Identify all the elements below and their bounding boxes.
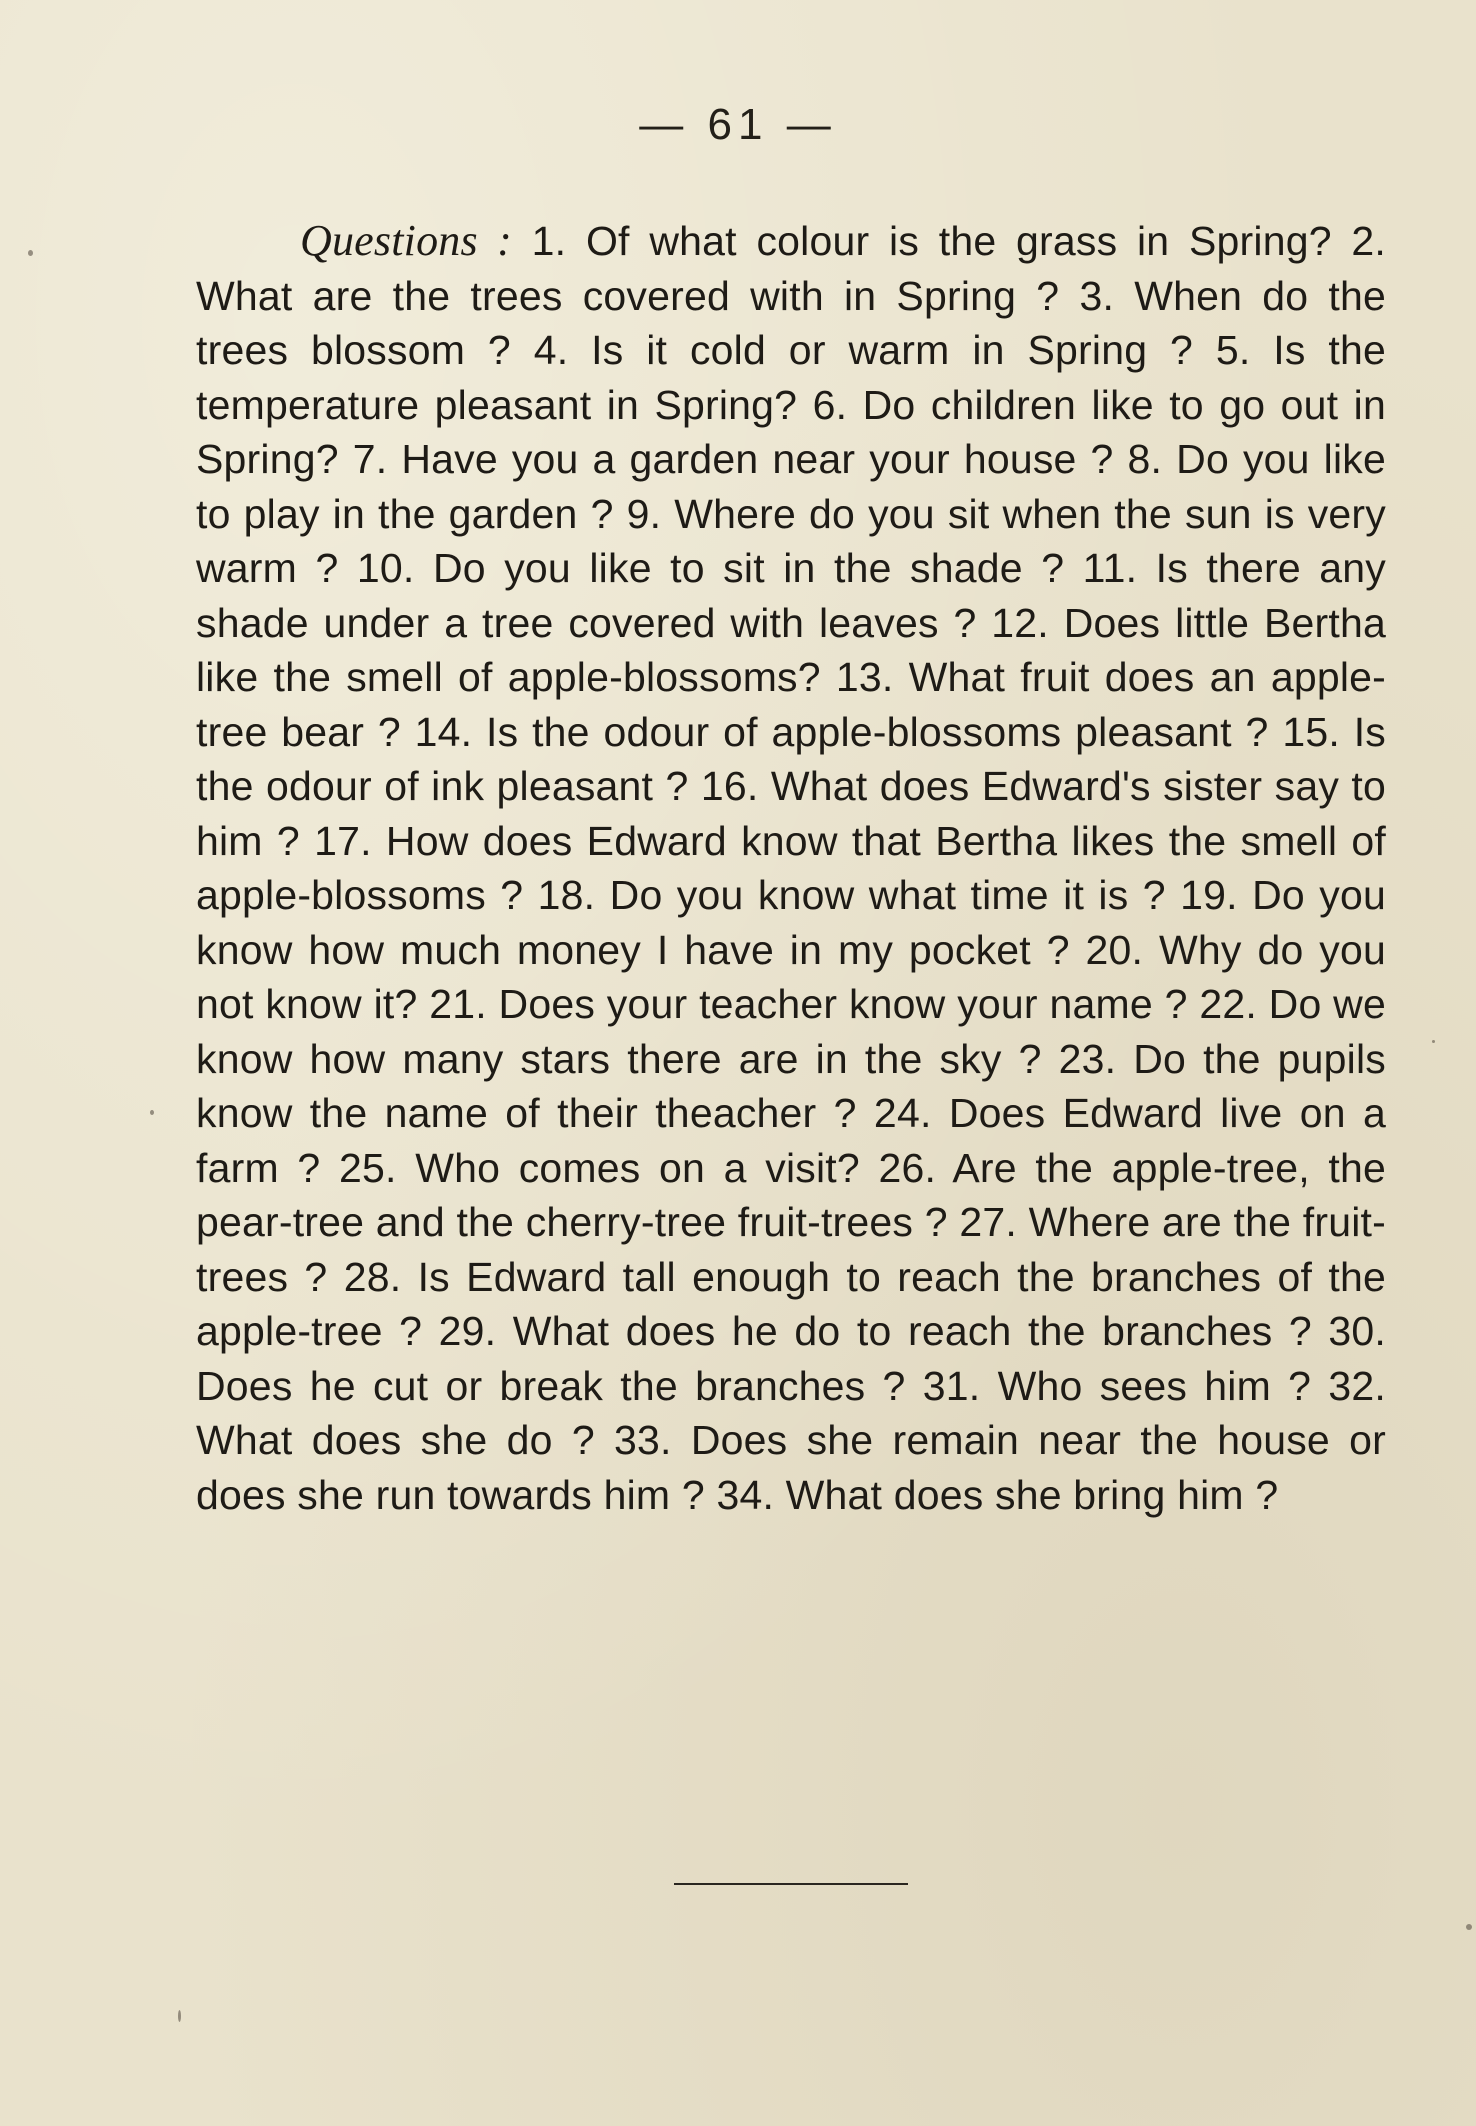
paper-speck bbox=[1432, 1040, 1435, 1043]
paper-speck bbox=[178, 2010, 181, 2022]
questions-heading: Questions : bbox=[300, 216, 512, 265]
questions-text: 1. Of what colour is the grass in Spring? 2. What are the trees covered with in Spring ? 3. When do the trees blossom ? 4. Is it cold or warm in Spring ? 5. Is the temperature pleasant in Spring? 6. Do children like to go out in Spring? 7. Have you a garden near your house ? 8. Do you like to play in the garden ? 9. Where do you sit when the sun is very warm ? 10. Do you like to sit in the shade ? 11. Is there any shade under a tree covered with leaves ? 12. Does little Bertha like the smell of apple-blossoms? 13. What fruit does an apple-tree bear ? 14. Is the odour of apple-blossoms pleasant ? 15. Is the odour of ink pleasant ? 16. What does Edward's sister say to him ? 17. How does Edward know that Bertha likes the smell of apple-blossoms ? 18. Do you know what time it is ? 19. Do you know how much money I have in my pocket ? 20. Why do you not know it? 21. Does your teacher know your name ? 22. Do we know how many stars there are in the sky ? 23. Do the pupils know the name of their theacher ? 24. Does Edward live on a farm ? 25. Who comes on a visit? 26. Are the apple-tree, the pear-tree and the cherry-tree fruit-trees ? 27. Where are the fruit-trees ? 28. Is Edward tall enough to reach the branches of the apple-tree ? 29. What does he do to reach the branches ? 30. Does he cut or break the branches ? 31. Who sees him ? 32. What does she do ? 33. Does she remain near the house or does she run towards him ? 34. What does she bring him ? bbox=[196, 218, 1386, 1518]
questions-paragraph bbox=[196, 214, 1386, 1522]
paper-speck bbox=[1466, 1924, 1472, 1930]
paper-speck bbox=[150, 1110, 154, 1115]
paper-speck bbox=[28, 250, 33, 256]
page-number: — 61 — bbox=[639, 100, 837, 149]
closing-rule bbox=[674, 1883, 908, 1885]
